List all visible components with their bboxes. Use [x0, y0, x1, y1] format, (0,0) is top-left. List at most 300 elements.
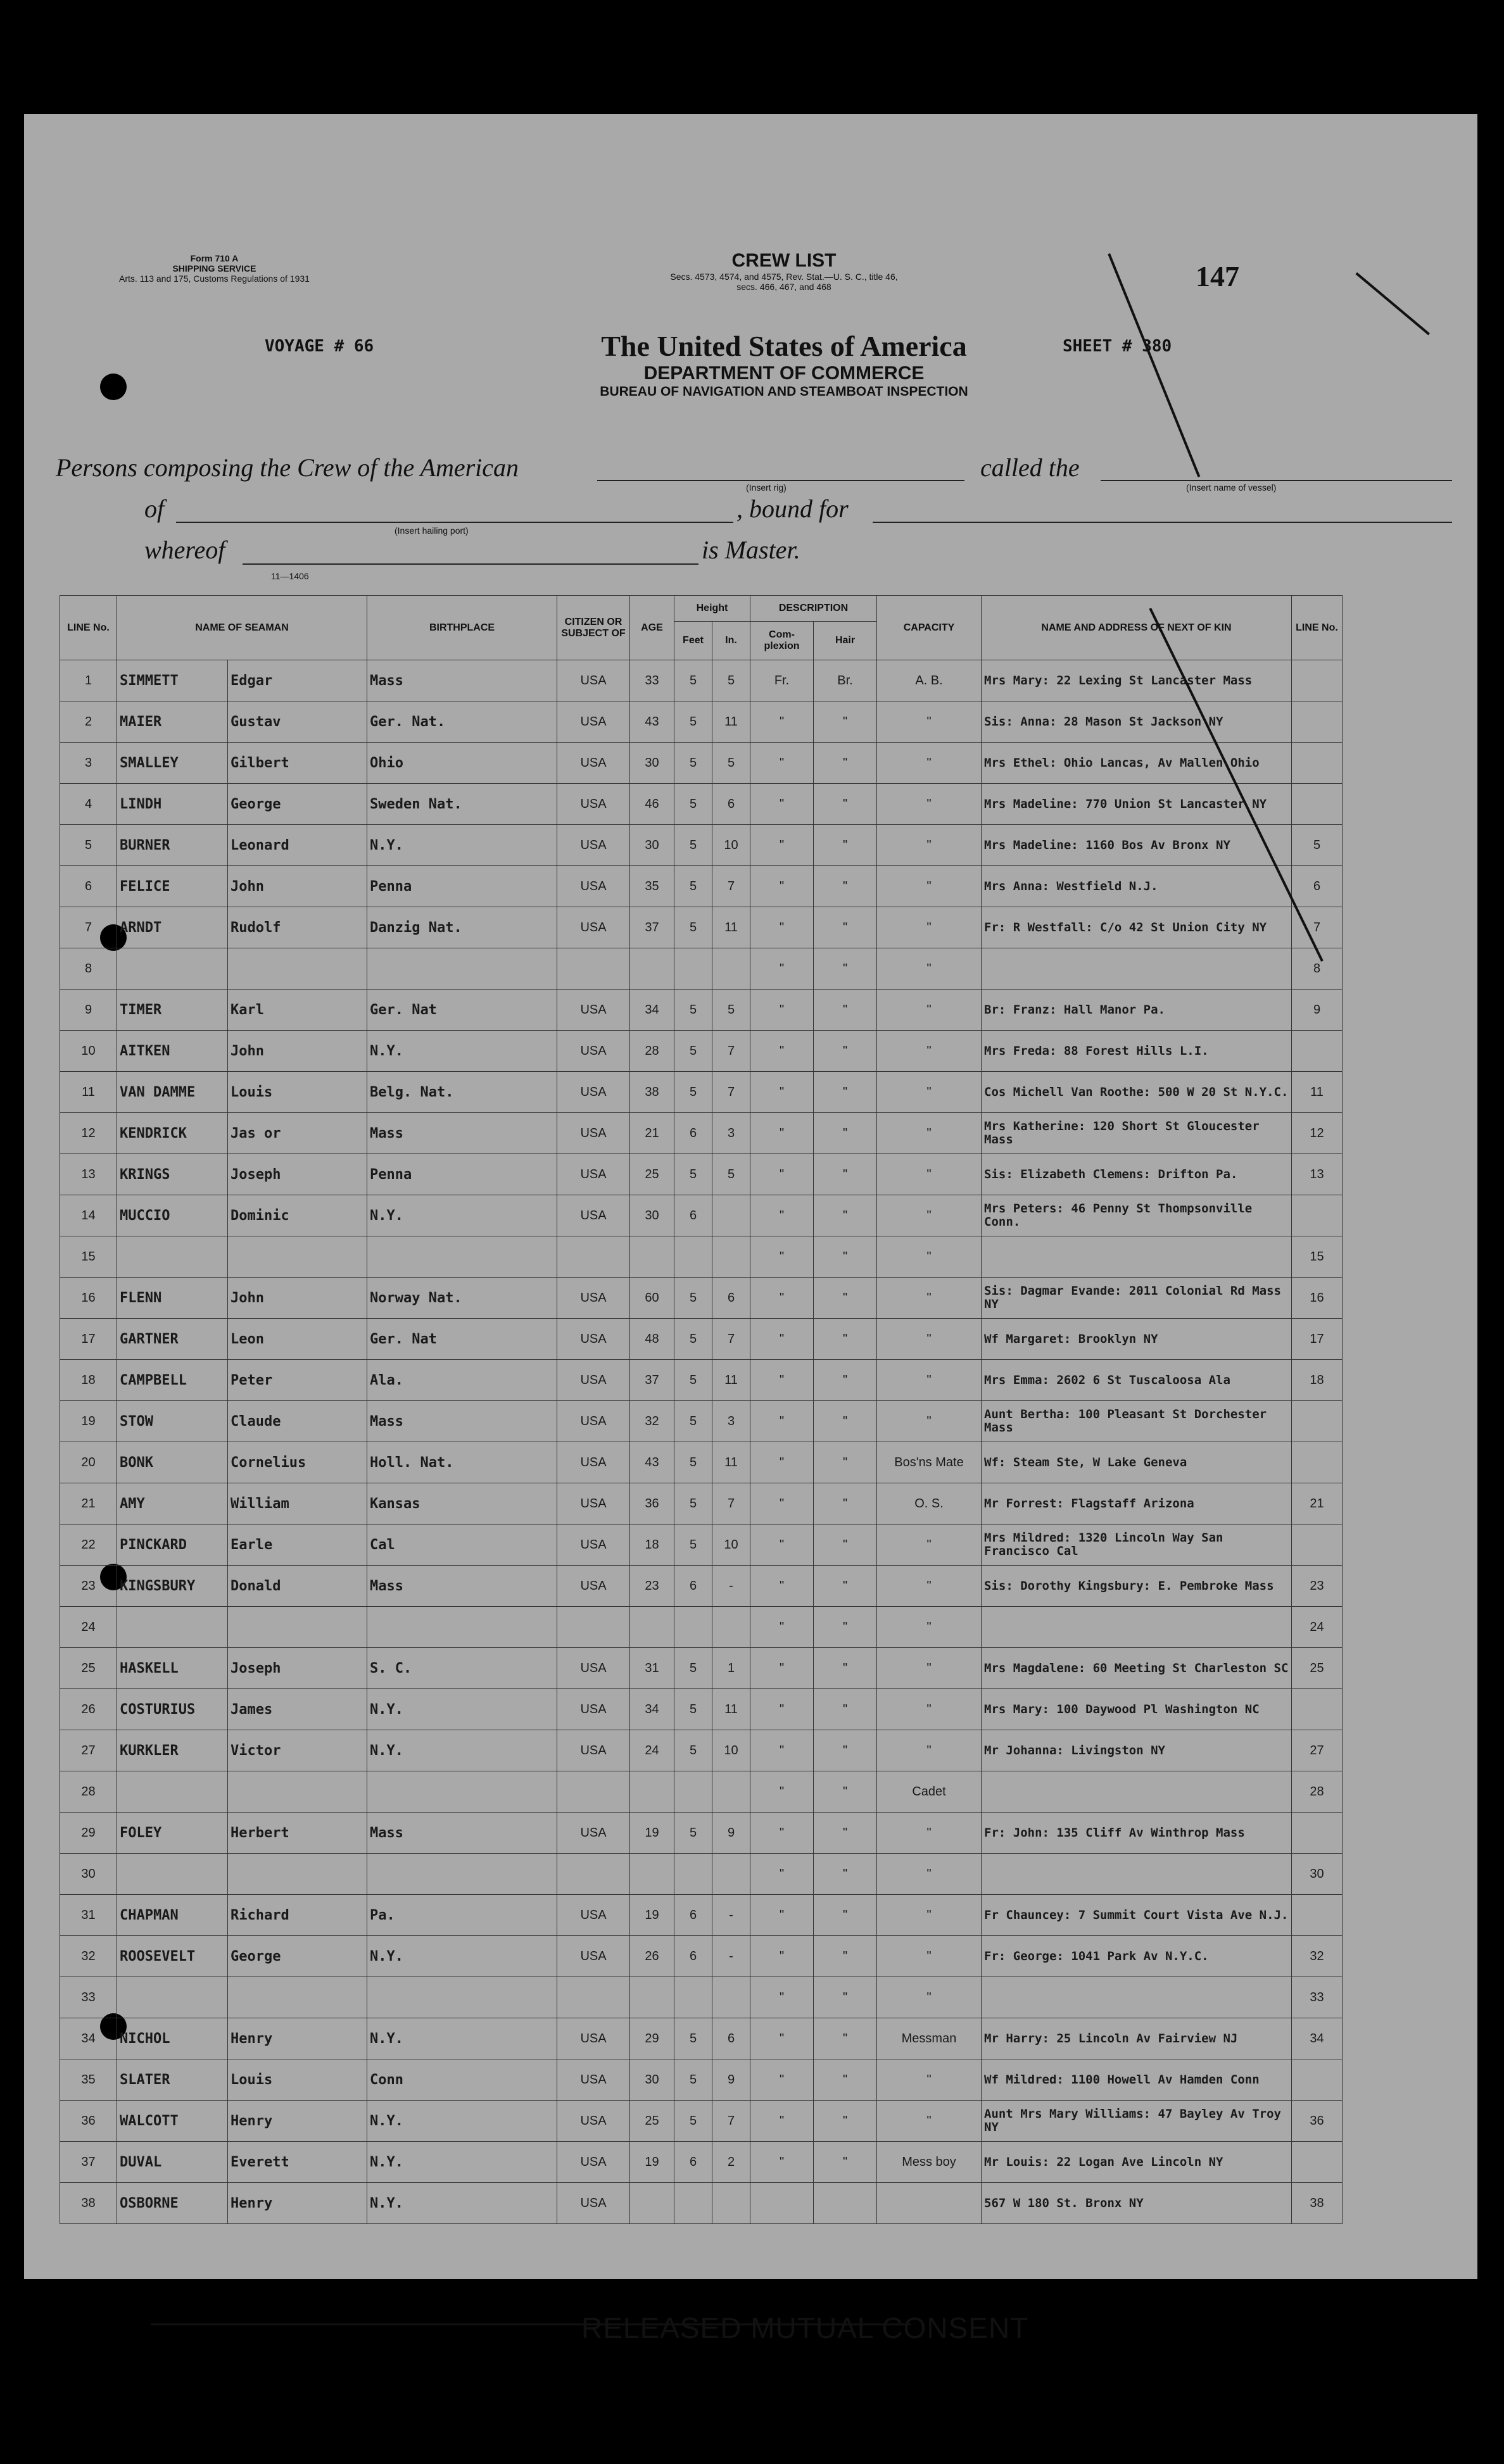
age [630, 2183, 674, 2224]
height-inches: 11 [712, 1689, 750, 1730]
line-number-right: 7 [1292, 907, 1343, 948]
seaman-surname: COSTURIUS [117, 1689, 228, 1730]
line-number-right: 38 [1292, 2183, 1343, 2224]
next-of-kin: Fr Chauncey: 7 Summit Court Vista Ave N.J. [982, 1895, 1292, 1936]
seaman-surname: AITKEN [117, 1031, 228, 1072]
line-number-right: 28 [1292, 1771, 1343, 1813]
age: 32 [630, 1401, 674, 1442]
seaman-surname: FLENN [117, 1278, 228, 1319]
seaman-given-name: Louis [228, 1072, 367, 1113]
line-number: 15 [60, 1236, 117, 1278]
hair: " [814, 701, 877, 743]
col-age: AGE [630, 596, 674, 660]
citizenship [557, 1607, 630, 1648]
age: 60 [630, 1278, 674, 1319]
seaman-given-name: John [228, 1278, 367, 1319]
seaman-given-name [228, 1854, 367, 1895]
age: 29 [630, 2018, 674, 2059]
is-master-label: is Master. [702, 536, 800, 564]
seaman-given-name: Leon [228, 1319, 367, 1360]
master-name-blank [243, 563, 698, 565]
age: 36 [630, 1483, 674, 1524]
capacity: " [877, 1401, 982, 1442]
capacity: " [877, 784, 982, 825]
complexion: " [750, 1566, 814, 1607]
next-of-kin: Mrs Anna: Westfield N.J. [982, 866, 1292, 907]
capacity: " [877, 1566, 982, 1607]
seaman-surname: ROOSEVELT [117, 1936, 228, 1977]
table-row [60, 2059, 1343, 2101]
released-stamp: RELEASED MUTUAL CONSENT [581, 2311, 1029, 2344]
complexion: " [750, 1442, 814, 1483]
agency-heading [467, 329, 1101, 399]
next-of-kin: Sis: Dorothy Kingsbury: E. Pembroke Mass [982, 1566, 1292, 1607]
next-of-kin: Mrs Mary: 22 Lexing St Lancaster Mass [982, 660, 1292, 701]
citizenship: USA [557, 1813, 630, 1854]
department-name: DEPARTMENT OF COMMERCE [643, 363, 925, 384]
col-next-of-kin: NAME AND ADDRESS OF NEXT OF KIN [982, 596, 1292, 660]
height-feet: 6 [674, 1113, 712, 1154]
next-of-kin [982, 1771, 1292, 1813]
table-row [60, 701, 1343, 743]
next-of-kin [982, 1236, 1292, 1278]
line-number: 21 [60, 1483, 117, 1524]
height-inches: 10 [712, 825, 750, 866]
col-hair: Hair [814, 622, 877, 660]
height-feet: 5 [674, 2059, 712, 2101]
next-of-kin: 567 W 180 St. Bronx NY [982, 2183, 1292, 2224]
height-feet: 5 [674, 1442, 712, 1483]
table-row [60, 1566, 1343, 1607]
citizenship: USA [557, 2101, 630, 2142]
height-feet: 5 [674, 907, 712, 948]
line-number: 8 [60, 948, 117, 990]
seaman-surname [117, 1977, 228, 2018]
col-line-no-right: LINE No. [1292, 596, 1343, 660]
next-of-kin: Fr: John: 135 Cliff Av Winthrop Mass [982, 1813, 1292, 1854]
hair: " [814, 907, 877, 948]
col-name: NAME OF SEAMAN [117, 596, 367, 660]
seaman-given-name: Henry [228, 2018, 367, 2059]
height-inches: 7 [712, 1319, 750, 1360]
age: 35 [630, 866, 674, 907]
capacity: " [877, 2101, 982, 2142]
seaman-given-name [228, 1236, 367, 1278]
col-capacity: CAPACITY [877, 596, 982, 660]
next-of-kin: Mrs Madeline: 1160 Bos Av Bronx NY [982, 825, 1292, 866]
seaman-given-name: Gilbert [228, 743, 367, 784]
page-number: 147 [1196, 260, 1239, 292]
birthplace: Mass [367, 1401, 557, 1442]
hair: " [814, 1771, 877, 1813]
citizenship: USA [557, 1154, 630, 1195]
age: 30 [630, 743, 674, 784]
citizenship: USA [557, 825, 630, 866]
height-feet: 5 [674, 1730, 712, 1771]
table-row [60, 1031, 1343, 1072]
complexion: " [750, 1648, 814, 1689]
hair: " [814, 1401, 877, 1442]
age: 43 [630, 1442, 674, 1483]
capacity: " [877, 948, 982, 990]
statutes-line-1: Secs. 4573, 4574, and 4575, Rev. Stat.—U. S. C., title 46, [670, 272, 898, 282]
capacity: " [877, 1936, 982, 1977]
table-row [60, 1689, 1343, 1730]
citizenship: USA [557, 2183, 630, 2224]
line-number-right: 12 [1292, 1113, 1343, 1154]
line-number: 9 [60, 990, 117, 1031]
line-number: 10 [60, 1031, 117, 1072]
hair: " [814, 1607, 877, 1648]
birthplace: Pa. [367, 1895, 557, 1936]
line-number: 27 [60, 1730, 117, 1771]
next-of-kin [982, 1607, 1292, 1648]
birthplace: Danzig Nat. [367, 907, 557, 948]
height-feet: 5 [674, 2101, 712, 2142]
line-number-right: 9 [1292, 990, 1343, 1031]
capacity: " [877, 1524, 982, 1566]
whereof-label: whereof [144, 536, 225, 564]
line-number: 19 [60, 1401, 117, 1442]
height-inches: 1 [712, 1648, 750, 1689]
form-articles: Arts. 113 and 175, Customs Regulations of 1931 [119, 273, 310, 284]
insert-port-hint: (Insert hailing port) [395, 525, 469, 536]
table-row [60, 784, 1343, 825]
of-label: of [144, 494, 165, 523]
birthplace: N.Y. [367, 1195, 557, 1236]
insert-vessel-hint: (Insert name of vessel) [1186, 482, 1277, 493]
called-the-label: called the [980, 453, 1080, 482]
complexion: " [750, 825, 814, 866]
height-inches: 11 [712, 907, 750, 948]
next-of-kin: Aunt Mrs Mary Williams: 47 Bayley Av Troy NY [982, 2101, 1292, 2142]
line-number: 7 [60, 907, 117, 948]
birthplace: Ohio [367, 743, 557, 784]
citizenship: USA [557, 784, 630, 825]
complexion: " [750, 2101, 814, 2142]
complexion: " [750, 1113, 814, 1154]
seaman-given-name: George [228, 784, 367, 825]
capacity: Bos'ns Mate [877, 1442, 982, 1483]
complexion: " [750, 2059, 814, 2101]
citizenship: USA [557, 701, 630, 743]
line-number-right: 27 [1292, 1730, 1343, 1771]
capacity: " [877, 1319, 982, 1360]
col-feet: Feet [674, 622, 712, 660]
seaman-surname [117, 948, 228, 990]
form-number: Form 710 A [190, 253, 239, 263]
line-number: 5 [60, 825, 117, 866]
line-number: 36 [60, 2101, 117, 2142]
seaman-given-name [228, 1607, 367, 1648]
seaman-surname [117, 1236, 228, 1278]
line-number-right: 36 [1292, 2101, 1343, 2142]
seaman-given-name: Gustav [228, 701, 367, 743]
line-number: 13 [60, 1154, 117, 1195]
hair: " [814, 990, 877, 1031]
citizenship: USA [557, 1524, 630, 1566]
birthplace: Norway Nat. [367, 1278, 557, 1319]
line-number-right [1292, 1031, 1343, 1072]
seaman-given-name: James [228, 1689, 367, 1730]
seaman-given-name: Rudolf [228, 907, 367, 948]
next-of-kin [982, 948, 1292, 990]
bureau-name: BUREAU OF NAVIGATION AND STEAMBOAT INSPECTION [600, 384, 968, 399]
birthplace [367, 1236, 557, 1278]
citizenship: USA [557, 1319, 630, 1360]
age: 38 [630, 1072, 674, 1113]
capacity: " [877, 1236, 982, 1278]
capacity: Mess boy [877, 2142, 982, 2183]
complexion: " [750, 2018, 814, 2059]
table-row [60, 1895, 1343, 1936]
line-number-right [1292, 2059, 1343, 2101]
table-row [60, 660, 1343, 701]
seaman-surname: MAIER [117, 701, 228, 743]
age: 21 [630, 1113, 674, 1154]
seaman-surname: GARTNER [117, 1319, 228, 1360]
hair: " [814, 1813, 877, 1854]
next-of-kin: Sis: Elizabeth Clemens: Drifton Pa. [982, 1154, 1292, 1195]
hair: " [814, 1360, 877, 1401]
age: 31 [630, 1648, 674, 1689]
citizenship: USA [557, 1648, 630, 1689]
height-inches: 10 [712, 1524, 750, 1566]
height-feet: 5 [674, 1319, 712, 1360]
height-inches: - [712, 1895, 750, 1936]
seaman-surname: AMY [117, 1483, 228, 1524]
seaman-surname: LINDH [117, 784, 228, 825]
voyage-number: VOYAGE # 66 [265, 337, 374, 356]
height-inches: 5 [712, 743, 750, 784]
age: 23 [630, 1566, 674, 1607]
hair: " [814, 1648, 877, 1689]
complexion: " [750, 1813, 814, 1854]
table-row [60, 1607, 1343, 1648]
hair: " [814, 866, 877, 907]
age [630, 1771, 674, 1813]
seaman-surname [117, 1854, 228, 1895]
age: 19 [630, 1813, 674, 1854]
height-feet: 5 [674, 1278, 712, 1319]
col-birthplace: BIRTHPLACE [367, 596, 557, 660]
next-of-kin: Mrs Madeline: 770 Union St Lancaster NY [982, 784, 1292, 825]
line-number-right [1292, 701, 1343, 743]
seaman-given-name [228, 948, 367, 990]
line-number-right: 30 [1292, 1854, 1343, 1895]
birthplace: Conn [367, 2059, 557, 2101]
line-number: 24 [60, 1607, 117, 1648]
next-of-kin: Mrs Ethel: Ohio Lancas, Av Mallen Ohio [982, 743, 1292, 784]
complexion: " [750, 1278, 814, 1319]
height-inches [712, 1607, 750, 1648]
line-number-right: 32 [1292, 1936, 1343, 1977]
hair: " [814, 784, 877, 825]
complexion: " [750, 1936, 814, 1977]
birthplace [367, 1977, 557, 2018]
table-row [60, 1854, 1343, 1895]
hair: " [814, 1195, 877, 1236]
height-inches: 10 [712, 1730, 750, 1771]
birthplace: N.Y. [367, 2018, 557, 2059]
capacity: " [877, 990, 982, 1031]
line-number: 18 [60, 1360, 117, 1401]
citizenship: USA [557, 1936, 630, 1977]
line-number: 23 [60, 1566, 117, 1607]
birthplace: Sweden Nat. [367, 784, 557, 825]
country-title: The United States of America [601, 330, 967, 362]
line-number-right: 13 [1292, 1154, 1343, 1195]
complexion: " [750, 1771, 814, 1813]
hair: Br. [814, 660, 877, 701]
height-feet [674, 1854, 712, 1895]
crew-table-body [60, 660, 1343, 2224]
seaman-surname [117, 1771, 228, 1813]
print-code: 11—1406 [271, 571, 309, 581]
seaman-given-name: George [228, 1936, 367, 1977]
capacity: Messman [877, 2018, 982, 2059]
hair: " [814, 2142, 877, 2183]
hair: " [814, 825, 877, 866]
seaman-given-name: Herbert [228, 1813, 367, 1854]
age: 30 [630, 1195, 674, 1236]
height-feet: 5 [674, 1031, 712, 1072]
line-number-right: 15 [1292, 1236, 1343, 1278]
height-inches: 5 [712, 1154, 750, 1195]
next-of-kin: Mrs Peters: 46 Penny St Thompsonville Conn. [982, 1195, 1292, 1236]
age: 30 [630, 2059, 674, 2101]
next-of-kin: Mrs Mary: 100 Daywood Pl Washington NC [982, 1689, 1292, 1730]
height-inches [712, 1977, 750, 2018]
seaman-surname: PINCKARD [117, 1524, 228, 1566]
statutes-line-2: secs. 466, 467, and 468 [736, 282, 831, 292]
line-number: 16 [60, 1278, 117, 1319]
height-inches: 5 [712, 990, 750, 1031]
complexion: " [750, 1031, 814, 1072]
age: 25 [630, 1154, 674, 1195]
complexion [750, 2183, 814, 2224]
line-number-right [1292, 743, 1343, 784]
seaman-surname: KURKLER [117, 1730, 228, 1771]
age: 28 [630, 1031, 674, 1072]
age [630, 948, 674, 990]
seaman-given-name: Everett [228, 2142, 367, 2183]
next-of-kin: Mrs Emma: 2602 6 St Tuscaloosa Ala [982, 1360, 1292, 1401]
height-inches: 2 [712, 2142, 750, 2183]
birthplace [367, 1607, 557, 1648]
seaman-given-name: Cornelius [228, 1442, 367, 1483]
hair: " [814, 1483, 877, 1524]
height-feet [674, 1236, 712, 1278]
height-inches: - [712, 1566, 750, 1607]
line-number: 28 [60, 1771, 117, 1813]
line-number: 1 [60, 660, 117, 701]
next-of-kin: Mr Johanna: Livingston NY [982, 1730, 1292, 1771]
next-of-kin: Br: Franz: Hall Manor Pa. [982, 990, 1292, 1031]
line-number: 34 [60, 2018, 117, 2059]
age: 34 [630, 990, 674, 1031]
height-inches: - [712, 1936, 750, 1977]
complexion: " [750, 1607, 814, 1648]
seaman-given-name: Henry [228, 2183, 367, 2224]
height-feet: 5 [674, 1524, 712, 1566]
birthplace: Penna [367, 866, 557, 907]
hair: " [814, 1154, 877, 1195]
table-row [60, 1648, 1343, 1689]
height-feet: 5 [674, 990, 712, 1031]
age: 24 [630, 1730, 674, 1771]
birthplace: Kansas [367, 1483, 557, 1524]
capacity: O. S. [877, 1483, 982, 1524]
seaman-given-name: Edgar [228, 660, 367, 701]
line-number: 6 [60, 866, 117, 907]
seaman-given-name: Peter [228, 1360, 367, 1401]
citizenship: USA [557, 1730, 630, 1771]
table-row [60, 1524, 1343, 1566]
table-row [60, 1113, 1343, 1154]
line-number-right: 33 [1292, 1977, 1343, 2018]
height-inches [712, 948, 750, 990]
birthplace: Ger. Nat. [367, 701, 557, 743]
next-of-kin: Mrs Freda: 88 Forest Hills L.I. [982, 1031, 1292, 1072]
height-inches [712, 2183, 750, 2224]
line-number-right: 11 [1292, 1072, 1343, 1113]
table-row [60, 1813, 1343, 1854]
complexion: " [750, 1895, 814, 1936]
next-of-kin [982, 1854, 1292, 1895]
citizenship [557, 1236, 630, 1278]
table-row [60, 1771, 1343, 1813]
capacity: " [877, 1278, 982, 1319]
complexion: " [750, 1483, 814, 1524]
line-number-right [1292, 2142, 1343, 2183]
birthplace: Belg. Nat. [367, 1072, 557, 1113]
capacity: " [877, 907, 982, 948]
table-row [60, 1936, 1343, 1977]
table-row [60, 990, 1343, 1031]
citizenship: USA [557, 660, 630, 701]
birthplace: Mass [367, 1813, 557, 1854]
line-number: 3 [60, 743, 117, 784]
next-of-kin: Mr Louis: 22 Logan Ave Lincoln NY [982, 2142, 1292, 2183]
capacity: " [877, 866, 982, 907]
destination-blank [873, 522, 1452, 523]
seaman-surname: SMALLEY [117, 743, 228, 784]
height-inches: 3 [712, 1401, 750, 1442]
capacity: " [877, 2059, 982, 2101]
hair: " [814, 1113, 877, 1154]
table-row [60, 1195, 1343, 1236]
complexion: " [750, 1977, 814, 2018]
complexion: " [750, 1319, 814, 1360]
capacity: Cadet [877, 1771, 982, 1813]
hair: " [814, 1689, 877, 1730]
next-of-kin: Fr: George: 1041 Park Av N.Y.C. [982, 1936, 1292, 1977]
line-number-right [1292, 1442, 1343, 1483]
hair: " [814, 1319, 877, 1360]
table-row [60, 1442, 1343, 1483]
hair: " [814, 1442, 877, 1483]
birthplace: Mass [367, 660, 557, 701]
birthplace: Ala. [367, 1360, 557, 1401]
rig-blank [597, 480, 964, 481]
citizenship: USA [557, 1360, 630, 1401]
birthplace: Ger. Nat [367, 1319, 557, 1360]
birthplace: N.Y. [367, 1689, 557, 1730]
capacity: " [877, 1607, 982, 1648]
height-inches: 5 [712, 660, 750, 701]
next-of-kin [982, 1977, 1292, 2018]
